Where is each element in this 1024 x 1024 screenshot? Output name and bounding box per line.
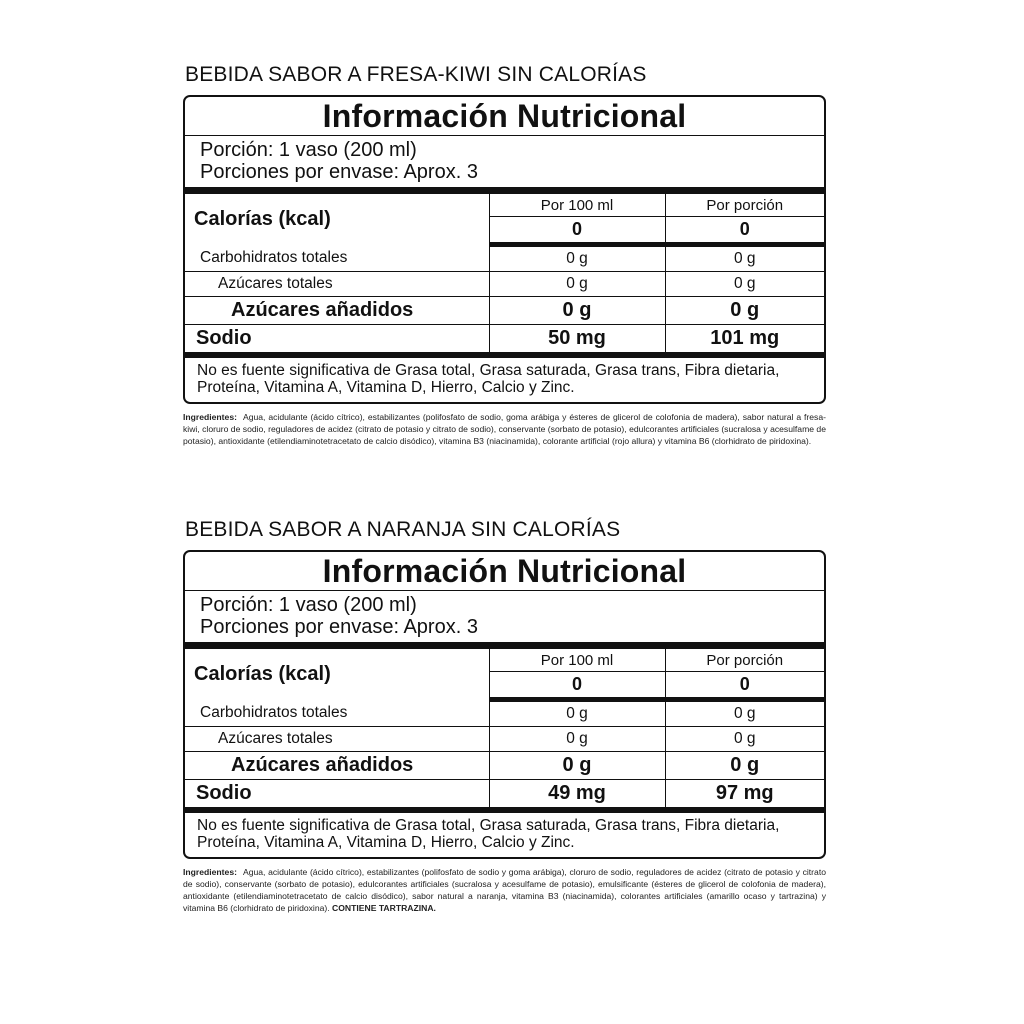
servings-per-container: Porciones por envase: Aprox. 3 [200, 161, 478, 183]
label-heading: Información Nutricional [185, 97, 824, 136]
nutrient-row-added-sugars [185, 297, 824, 325]
product-panel-fresa-kiwi [183, 63, 826, 447]
product-panel-naranja [183, 518, 826, 914]
label-footnote: No es fuente significativa de Grasa total, Grasa saturada, Grasa trans, Fibra dietaria, Proteína, Vitamina A, Vitamina D, Hierro, Calcio y Zinc. [197, 817, 780, 851]
calories-label: Calorías (kcal) [194, 662, 331, 685]
calories-per-100ml: 0 [489, 672, 665, 700]
nutrient-value-per-serving: 101 mg [665, 325, 824, 356]
column-header-per-serving: Por porción [665, 649, 824, 672]
nutrient-row-carbohydrates [185, 700, 824, 727]
ingredients-block [183, 411, 826, 447]
label-footnote: No es fuente significativa de Grasa total, Grasa saturada, Grasa trans, Fibra dietaria, Proteína, Vitamina A, Vitamina D, Hierro, Calcio y Zinc. [197, 362, 780, 396]
nutrient-name: Azúcares totales [185, 272, 489, 297]
serving-size: Porción: 1 vaso (200 ml) [200, 594, 417, 616]
nutrient-value-per-100ml: 50 mg [489, 325, 665, 356]
nutrient-name: Azúcares totales [185, 727, 489, 752]
servings-per-container: Porciones por envase: Aprox. 3 [200, 616, 478, 638]
nutrient-value-per-serving: 0 g [665, 727, 824, 752]
nutrient-value-per-100ml: 0 g [489, 245, 665, 272]
ingredients-label: Ingredientes: [183, 412, 237, 422]
nutrient-value-per-serving: 0 g [665, 272, 824, 297]
nutrient-name: Azúcares añadidos [185, 752, 489, 780]
product-title: BEBIDA SABOR A FRESA-KIWI SIN CALORÍAS [185, 63, 647, 86]
calories-header-row [185, 194, 824, 217]
column-header-per-100ml: Por 100 ml [489, 649, 665, 672]
serving-size: Porción: 1 vaso (200 ml) [200, 139, 417, 161]
product-title: BEBIDA SABOR A NARANJA SIN CALORÍAS [185, 518, 621, 541]
nutrient-value-per-100ml: 0 g [489, 752, 665, 780]
nutrient-row-carbohydrates [185, 245, 824, 272]
nutrient-name: Carbohidratos totales [185, 700, 489, 727]
ingredients-text: Agua, acidulante (ácido cítrico), estabilizantes (polifosfato de sodio, goma arábiga y ésteres de glicerol de colofonia de madera), sabor natural a fresa-kiwi, cloruro de sodio, reguladores de acidez (citrato de potasio y citrato de sodio), conservante (sorbato de potasio), edulcorantes artificiales (sucralosa y acesulfame de potasio), antioxidante (etilendiaminotetracetato de calcio disódico), vitamina B3 (niacinamida), colorante artificial (rojo allura) y vitamina B6 (clorhidrato de piridoxina). [183, 412, 826, 446]
nutrient-value-per-serving: 0 g [665, 245, 824, 272]
nutrient-row-added-sugars [185, 752, 824, 780]
nutrient-name: Carbohidratos totales [185, 245, 489, 272]
nutrient-name: Sodio [185, 780, 489, 811]
calories-per-100ml: 0 [489, 217, 665, 245]
column-header-per-100ml: Por 100 ml [489, 194, 665, 217]
nutrient-value-per-serving: 97 mg [665, 780, 824, 811]
serving-info [185, 591, 824, 649]
nutrient-value-per-serving: 0 g [665, 297, 824, 325]
nutrient-value-per-100ml: 49 mg [489, 780, 665, 811]
nutrient-name: Azúcares añadidos [185, 297, 489, 325]
calories-label: Calorías (kcal) [194, 207, 331, 230]
nutrient-table [185, 649, 824, 813]
ingredients-label: Ingredientes: [183, 867, 237, 877]
nutrient-value-per-100ml: 0 g [489, 727, 665, 752]
allergen-warning: CONTIENE TARTRAZINA. [332, 903, 436, 913]
serving-info [185, 136, 824, 194]
ingredients-text: Agua, acidulante (ácido cítrico), estabilizantes (polifosfato de sodio y goma arábiga), cloruro de sodio, reguladores de acidez (citrato de potasio y citrato de sodio), conservante (sorbato de potasio), edulcorantes artificiales (sucralosa y acesulfame de potasio), emulsificante (ésteres de glicerol de colofonia de madera), antioxidante (etilendiaminotetracetato de calcio disódico), sabor natural a naranja, vitamina B3 (niacinamida), colorantes artificiales (amarillo ocaso y tartrazina) y vitamina B6 (clorhidrato de piridoxina). [183, 867, 826, 913]
nutrient-table [185, 194, 824, 358]
calories-per-serving: 0 [665, 217, 824, 245]
nutrient-value-per-serving: 0 g [665, 700, 824, 727]
nutrition-facts-label [183, 550, 826, 859]
nutrient-row-total-sugars [185, 727, 824, 752]
nutrient-row-sodium [185, 325, 824, 356]
nutrient-value-per-100ml: 0 g [489, 297, 665, 325]
nutrient-value-per-100ml: 0 g [489, 272, 665, 297]
nutrient-value-per-100ml: 0 g [489, 700, 665, 727]
nutrient-row-total-sugars [185, 272, 824, 297]
column-header-per-serving: Por porción [665, 194, 824, 217]
calories-header-row [185, 649, 824, 672]
nutrient-name: Sodio [185, 325, 489, 356]
nutrition-facts-label [183, 95, 826, 404]
label-heading: Información Nutricional [185, 552, 824, 591]
calories-per-serving: 0 [665, 672, 824, 700]
nutrient-row-sodium [185, 780, 824, 811]
ingredients-block [183, 866, 826, 914]
nutrient-value-per-serving: 0 g [665, 752, 824, 780]
